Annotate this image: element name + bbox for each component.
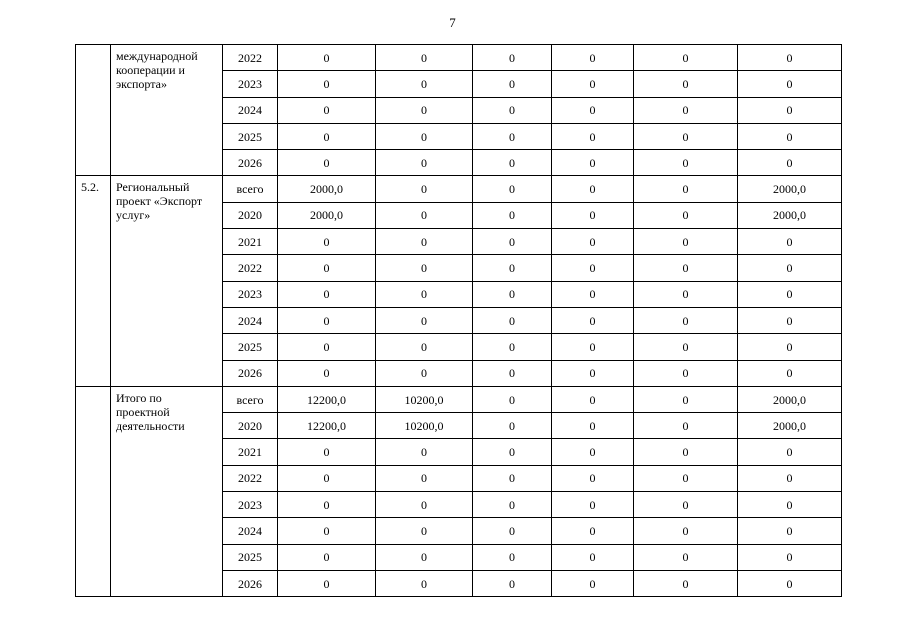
value-cell: 0 — [376, 439, 473, 465]
value-cell: 0 — [552, 570, 634, 596]
year-cell: 2022 — [223, 465, 278, 491]
value-cell: 0 — [552, 176, 634, 202]
value-cell: 0 — [738, 465, 842, 491]
value-cell: 0 — [278, 150, 376, 176]
value-cell: 0 — [634, 97, 738, 123]
value-cell: 0 — [376, 176, 473, 202]
value-cell: 0 — [552, 45, 634, 71]
value-cell: 0 — [376, 123, 473, 149]
value-cell: 0 — [473, 255, 552, 281]
value-cell: 0 — [376, 492, 473, 518]
value-cell: 2000,0 — [278, 176, 376, 202]
value-cell: 12200,0 — [278, 386, 376, 412]
value-cell: 0 — [376, 150, 473, 176]
value-cell: 0 — [278, 307, 376, 333]
value-cell: 2000,0 — [738, 176, 842, 202]
value-cell: 0 — [552, 334, 634, 360]
value-cell: 0 — [634, 281, 738, 307]
value-cell: 0 — [552, 544, 634, 570]
value-cell: 0 — [634, 492, 738, 518]
value-cell: 0 — [473, 45, 552, 71]
value-cell: 0 — [376, 45, 473, 71]
value-cell: 0 — [473, 334, 552, 360]
value-cell: 0 — [552, 150, 634, 176]
value-cell: 0 — [473, 360, 552, 386]
section-name: Региональный проект «Экспорт услуг» — [111, 176, 223, 386]
value-cell: 0 — [473, 123, 552, 149]
value-cell: 0 — [634, 518, 738, 544]
value-cell: 10200,0 — [376, 386, 473, 412]
value-cell: 0 — [473, 97, 552, 123]
value-cell: 0 — [473, 492, 552, 518]
section-number — [76, 386, 111, 596]
value-cell: 0 — [552, 439, 634, 465]
value-cell: 0 — [552, 97, 634, 123]
value-cell: 0 — [634, 439, 738, 465]
year-cell: 2024 — [223, 307, 278, 333]
value-cell: 0 — [634, 123, 738, 149]
year-cell: 2021 — [223, 439, 278, 465]
value-cell: 0 — [634, 71, 738, 97]
value-cell: 0 — [278, 229, 376, 255]
value-cell: 0 — [634, 544, 738, 570]
value-cell: 0 — [738, 360, 842, 386]
year-cell: 2021 — [223, 229, 278, 255]
budget-table — [75, 44, 842, 597]
value-cell: 0 — [376, 255, 473, 281]
value-cell: 0 — [473, 281, 552, 307]
table-row — [76, 386, 842, 412]
value-cell: 0 — [634, 360, 738, 386]
value-cell: 0 — [278, 544, 376, 570]
value-cell: 0 — [473, 465, 552, 491]
value-cell: 0 — [634, 150, 738, 176]
value-cell: 0 — [634, 307, 738, 333]
value-cell: 0 — [473, 544, 552, 570]
value-cell: 0 — [552, 307, 634, 333]
value-cell: 0 — [376, 544, 473, 570]
value-cell: 0 — [278, 255, 376, 281]
value-cell: 0 — [278, 570, 376, 596]
section-number: 5.2. — [76, 176, 111, 386]
value-cell: 0 — [552, 71, 634, 97]
year-cell: всего — [223, 176, 278, 202]
year-cell: 2020 — [223, 202, 278, 228]
year-cell: 2026 — [223, 150, 278, 176]
value-cell: 0 — [278, 45, 376, 71]
value-cell: 0 — [376, 97, 473, 123]
year-cell: 2025 — [223, 544, 278, 570]
value-cell: 2000,0 — [278, 202, 376, 228]
value-cell: 10200,0 — [376, 413, 473, 439]
year-cell: 2024 — [223, 97, 278, 123]
value-cell: 0 — [376, 71, 473, 97]
year-cell: 2022 — [223, 45, 278, 71]
value-cell: 0 — [552, 255, 634, 281]
year-cell: 2026 — [223, 570, 278, 596]
value-cell: 0 — [552, 492, 634, 518]
value-cell: 0 — [473, 229, 552, 255]
page-number: 7 — [449, 15, 456, 30]
value-cell: 0 — [473, 176, 552, 202]
year-cell: 2025 — [223, 334, 278, 360]
section-name: Итого по проектной деятельности — [111, 386, 223, 596]
value-cell: 0 — [634, 176, 738, 202]
value-cell: 0 — [634, 45, 738, 71]
value-cell: 0 — [738, 281, 842, 307]
value-cell: 0 — [738, 439, 842, 465]
year-cell: 2023 — [223, 492, 278, 518]
value-cell: 0 — [738, 255, 842, 281]
value-cell: 0 — [473, 413, 552, 439]
table-row — [76, 176, 842, 202]
value-cell: 0 — [634, 255, 738, 281]
value-cell: 0 — [278, 97, 376, 123]
value-cell: 0 — [738, 71, 842, 97]
year-cell: 2020 — [223, 413, 278, 439]
value-cell: 0 — [552, 202, 634, 228]
value-cell: 0 — [278, 518, 376, 544]
value-cell: 0 — [552, 465, 634, 491]
value-cell: 0 — [552, 413, 634, 439]
section-name: международной кооперации и экспорта» — [111, 45, 223, 176]
value-cell: 0 — [738, 150, 842, 176]
value-cell: 12200,0 — [278, 413, 376, 439]
value-cell: 2000,0 — [738, 202, 842, 228]
value-cell: 0 — [376, 518, 473, 544]
value-cell: 0 — [473, 307, 552, 333]
value-cell: 0 — [634, 465, 738, 491]
value-cell: 0 — [473, 386, 552, 412]
value-cell: 0 — [634, 229, 738, 255]
value-cell: 0 — [738, 518, 842, 544]
value-cell: 0 — [634, 413, 738, 439]
table-body — [76, 45, 842, 597]
value-cell: 0 — [738, 570, 842, 596]
value-cell: 0 — [738, 334, 842, 360]
value-cell: 0 — [738, 97, 842, 123]
value-cell: 0 — [634, 570, 738, 596]
value-cell: 0 — [552, 360, 634, 386]
value-cell: 0 — [738, 123, 842, 149]
value-cell: 0 — [376, 570, 473, 596]
value-cell: 0 — [473, 202, 552, 228]
year-cell: 2026 — [223, 360, 278, 386]
value-cell: 0 — [552, 386, 634, 412]
value-cell: 0 — [473, 150, 552, 176]
value-cell: 0 — [278, 123, 376, 149]
value-cell: 0 — [552, 281, 634, 307]
value-cell: 0 — [278, 281, 376, 307]
value-cell: 0 — [376, 229, 473, 255]
value-cell: 0 — [278, 71, 376, 97]
year-cell: 2023 — [223, 281, 278, 307]
value-cell: 0 — [473, 518, 552, 544]
value-cell: 0 — [376, 334, 473, 360]
value-cell: 0 — [278, 334, 376, 360]
value-cell: 0 — [278, 360, 376, 386]
value-cell: 0 — [552, 229, 634, 255]
value-cell: 0 — [376, 307, 473, 333]
year-cell: 2024 — [223, 518, 278, 544]
value-cell: 2000,0 — [738, 413, 842, 439]
value-cell: 0 — [552, 518, 634, 544]
value-cell: 2000,0 — [738, 386, 842, 412]
value-cell: 0 — [278, 439, 376, 465]
year-cell: всего — [223, 386, 278, 412]
value-cell: 0 — [473, 71, 552, 97]
value-cell: 0 — [634, 202, 738, 228]
value-cell: 0 — [278, 465, 376, 491]
value-cell: 0 — [278, 492, 376, 518]
value-cell: 0 — [376, 281, 473, 307]
value-cell: 0 — [738, 45, 842, 71]
value-cell: 0 — [738, 229, 842, 255]
value-cell: 0 — [738, 492, 842, 518]
section-number — [76, 45, 111, 176]
value-cell: 0 — [376, 465, 473, 491]
value-cell: 0 — [473, 439, 552, 465]
value-cell: 0 — [738, 307, 842, 333]
value-cell: 0 — [634, 386, 738, 412]
value-cell: 0 — [376, 360, 473, 386]
value-cell: 0 — [738, 544, 842, 570]
value-cell: 0 — [376, 202, 473, 228]
value-cell: 0 — [473, 570, 552, 596]
year-cell: 2022 — [223, 255, 278, 281]
value-cell: 0 — [552, 123, 634, 149]
value-cell: 0 — [634, 334, 738, 360]
table-row — [76, 45, 842, 71]
year-cell: 2023 — [223, 71, 278, 97]
year-cell: 2025 — [223, 123, 278, 149]
